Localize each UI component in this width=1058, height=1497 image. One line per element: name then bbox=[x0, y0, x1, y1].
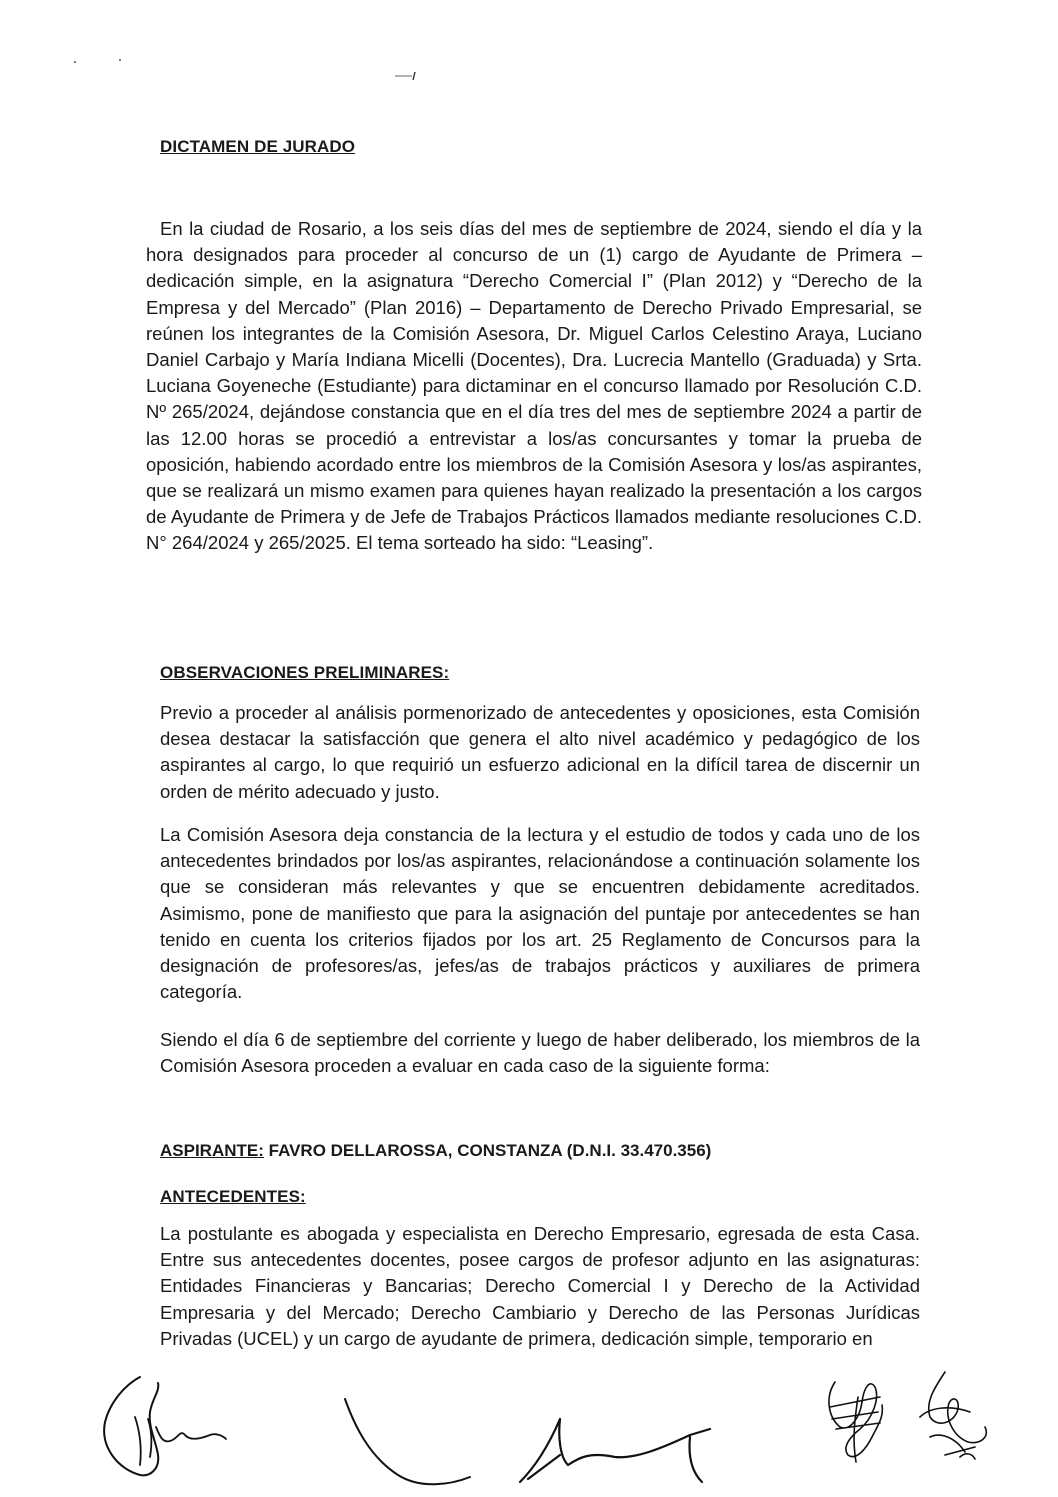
document-title: DICTAMEN DE JURADO bbox=[160, 137, 356, 156]
signature-4 bbox=[829, 1382, 882, 1462]
observaciones-paragraph-2: La Comisión Asesora deja constancia de la lectura y el estudio de todos y cada uno de los antecedentes brindados por los/as aspirantes, relacionándose a continuación solamente los que se consideran más relevantes y que se encuentren debidamente acreditados. Asimismo, pone de manifiesto que para la asignación del puntaje por antecedentes se han tenido en cuenta los criterios fijados por los art. 25 Reglamento de Concursos para la designación de profesores/as, jefes/as de trabajos prácticos y auxiliares de primera categoría. bbox=[160, 824, 920, 1003]
observaciones-paragraph-3: Siendo el día 6 de septiembre del corriente y luego de haber deliberado, los miembros de la Comisión Asesora proceden a evaluar en cada caso de la siguiente forma: bbox=[160, 1029, 920, 1077]
aspirante-name: FAVRO DELLAROSSA, CONSTANZA (D.N.I. 33.470.356) bbox=[263, 1141, 712, 1160]
signature-3 bbox=[520, 1419, 710, 1482]
signature-5 bbox=[920, 1372, 986, 1459]
signature-2 bbox=[345, 1399, 470, 1484]
observaciones-paragraph-1: Previo a proceder al análisis pormenorizado de antecedentes y oposiciones, esta Comisión desea destacar la satisfacción que genera el alto nivel académico y pedagógico de los aspirantes al cargo, lo que requirió un esfuerzo adicional en la difícil tarea de discernir un orden de mérito adecuado y justo. bbox=[160, 702, 920, 802]
observaciones-heading: OBSERVACIONES PRELIMINARES: bbox=[160, 663, 450, 682]
scan-specks bbox=[0, 0, 1058, 100]
aspirante-line bbox=[160, 1138, 920, 1164]
antecedentes-heading: ANTECEDENTES: bbox=[160, 1187, 306, 1206]
aspirante-label: ASPIRANTE: bbox=[160, 1141, 264, 1160]
signature-1 bbox=[104, 1377, 226, 1475]
antecedentes-paragraph: La postulante es abogada y especialista en Derecho Empresario, egresada de esta Casa. Entre sus antecedentes docentes, posee cargos de profesor adjunto en las asignaturas: Entidades Financieras y Bancarias; Derecho Comercial I y Derecho de la Actividad Empresaria y del Mercado; Derecho Cambiario y Derecho de las Personas Jurídicas Privadas (UCEL) y un cargo de ayudante de primera, dedicación simple, temporario en bbox=[160, 1223, 920, 1349]
signatures bbox=[0, 1357, 1058, 1497]
intro-paragraph: En la ciudad de Rosario, a los seis días del mes de septiembre de 2024, siendo el día y la hora designados para proceder al concurso de un (1) cargo de Ayudante de Primera – dedicación simple, en la asignatura “Derecho Comercial I” (Plan 2012) y “Derecho de la Empresa y del Mercado” (Plan 2016) – Departamento de Derecho Privado Empresarial, se reúnen los integrantes de la Comisión Asesora, Dr. Miguel Carlos Celestino Araya, Luciano Daniel Carbajo y María Indiana Micelli (Docentes), Dra. Lucrecia Mantello (Graduada) y Srta. Luciana Goyeneche (Estudiante) para dictaminar en el concurso llamado por Resolución C.D. Nº 265/2024, dejándose constancia que en el día tres del mes de septiembre 2024 a partir de las 12.00 horas se procedió a entrevistar a los/as concursantes y tomar la prueba de oposición, habiendo acordado entre los miembros de la Comisión Asesora y los/as aspirantes, que se realizará un mismo examen para quienes hayan realizado la presentación a los cargos de Ayudante de Primera y de Jefe de Trabajos Prácticos llamados mediante resoluciones C.D. N° 264/2024 y 265/2025. El tema sorteado ha sido: “Leasing”. bbox=[146, 218, 922, 554]
